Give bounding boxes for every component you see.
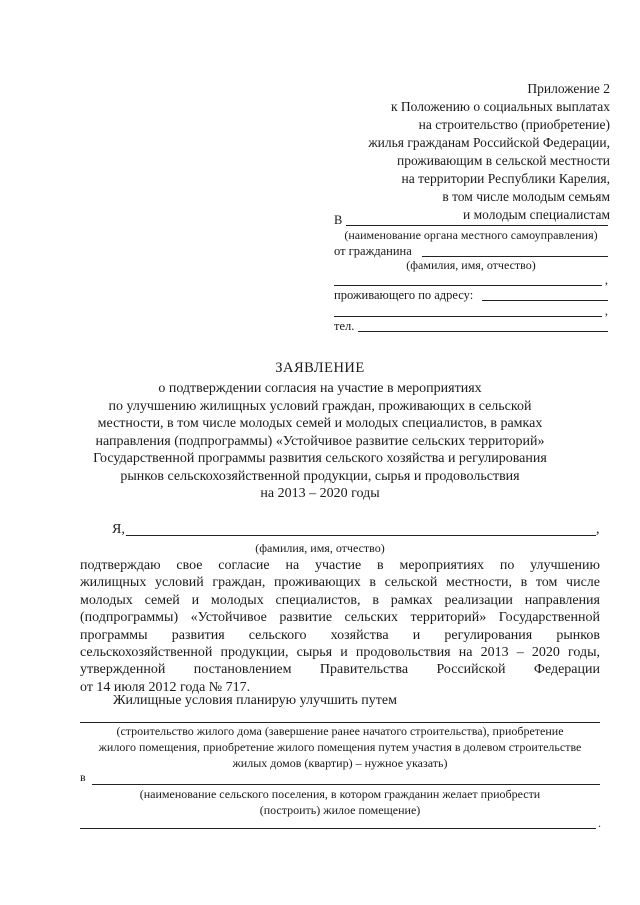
- subtitle-line: по улучшению жилищных условий граждан, проживающих в сельской: [108, 398, 532, 414]
- body-line: от 14 июля 2012 года № 717.: [80, 679, 251, 695]
- body-line: молодых семей и молодых специалистов, в рамках реализации направления: [80, 592, 600, 608]
- settlement-caption: [80, 786, 600, 818]
- from-label: от гражданина: [334, 244, 412, 258]
- consent-paragraph: [80, 557, 600, 696]
- comma: ,: [604, 273, 608, 287]
- settlement-field[interactable]: [92, 784, 600, 785]
- i-label: Я,: [112, 522, 125, 537]
- subtitle-line: рынков сельскохозяйственной продукции, сырья и продовольствия: [120, 468, 520, 484]
- caption-line: (наименование сельского поселения, в котором гражданин желает приобрести: [139, 787, 541, 801]
- phone-field[interactable]: [358, 331, 608, 332]
- subtitle-line: направления (подпрограммы) «Устойчивое развитие сельских территорий»: [95, 433, 545, 449]
- from-row: [334, 243, 608, 259]
- applicant-fio-caption: (фамилия, имя, отчество): [255, 541, 385, 555]
- body-line: (подпрограммы) «Устойчивое развитие сельских территорий» Государственной: [80, 610, 600, 626]
- body-line: подтверждаю свое согласие на участие в мероприятиях по улучшению: [80, 558, 600, 573]
- document-title: ЗАЯВЛЕНИЕ: [275, 360, 365, 376]
- appendix-line: проживающим в сельской местности: [397, 153, 610, 168]
- in-label: в: [80, 770, 86, 784]
- address-field-2[interactable]: [334, 316, 602, 317]
- subtitle-line: Государственной программы развития сельского хозяйства и регулирования: [93, 451, 547, 466]
- comma: ,: [604, 304, 608, 318]
- address-row: [334, 287, 608, 303]
- appendix-line: к Положению о социальных выплатах: [390, 99, 610, 114]
- appendix-line: жилья гражданам Российской Федерации,: [368, 135, 610, 150]
- name-continuation-row: [334, 272, 608, 288]
- citizen-name-field[interactable]: [422, 256, 608, 257]
- caption-line: жилого помещения, приобретение жилого помещения путем участия в долевом строительстве: [98, 740, 582, 754]
- method-caption: [80, 723, 600, 771]
- appendix-header: [368, 80, 610, 224]
- appendix-line: Приложение 2: [527, 81, 610, 96]
- citizen-name-field-2[interactable]: [334, 285, 602, 286]
- to-label: В: [334, 213, 343, 227]
- body-line: сельскохозяйственной продукции, сырья и продовольствия на 2013 – 2020 годы,: [80, 645, 600, 661]
- phone-label: тел.: [334, 319, 355, 333]
- org-name-field[interactable]: [346, 225, 608, 226]
- address-label: проживающего по адресу:: [334, 288, 474, 302]
- appendix-line: и молодым специалистам: [463, 207, 610, 222]
- subtitle-line: местности, в том числе молодых семей и молодых специалистов, в рамках: [97, 416, 543, 431]
- caption-line: (построить) жилое помещение): [259, 803, 421, 817]
- document-subtitle: [80, 380, 560, 503]
- appendix-line: на территории Республики Карелия,: [401, 171, 610, 186]
- phone-row: [334, 318, 608, 334]
- applicant-name-field[interactable]: [126, 535, 596, 536]
- subtitle-line: о подтверждении согласия на участие в мероприятиях: [158, 381, 482, 396]
- end-period: .: [598, 816, 601, 830]
- body-line: жилищных условий граждан, проживающих в сельской местности, в том числе: [80, 575, 600, 591]
- body-line: утвержденной постановлением Правительства Российской Федерации: [80, 662, 600, 678]
- address-field[interactable]: [482, 300, 608, 301]
- settlement-field-2[interactable]: [80, 828, 596, 829]
- improve-text: Жилищные условия планирую улучшить путем: [113, 693, 397, 708]
- appendix-line: на строительство (приобретение): [418, 117, 610, 132]
- appendix-line: в том числе молодым семьям: [442, 189, 610, 204]
- caption-line: жилых домов (квартир) – нужное указать): [232, 756, 448, 770]
- comma: ,: [596, 522, 600, 537]
- caption-line: (строительство жилого дома (завершение ранее начатого строительства), приобретение: [116, 724, 564, 738]
- org-row: [334, 212, 608, 228]
- body-line: программы развития сельского хозяйства и регулирования рынков: [80, 627, 600, 643]
- address-continuation-row: [334, 303, 608, 319]
- fio-caption: (фамилия, имя, отчество): [406, 258, 536, 272]
- subtitle-line: на 2013 – 2020 годы: [260, 486, 380, 501]
- org-caption: (наименование органа местного самоуправления): [344, 228, 598, 242]
